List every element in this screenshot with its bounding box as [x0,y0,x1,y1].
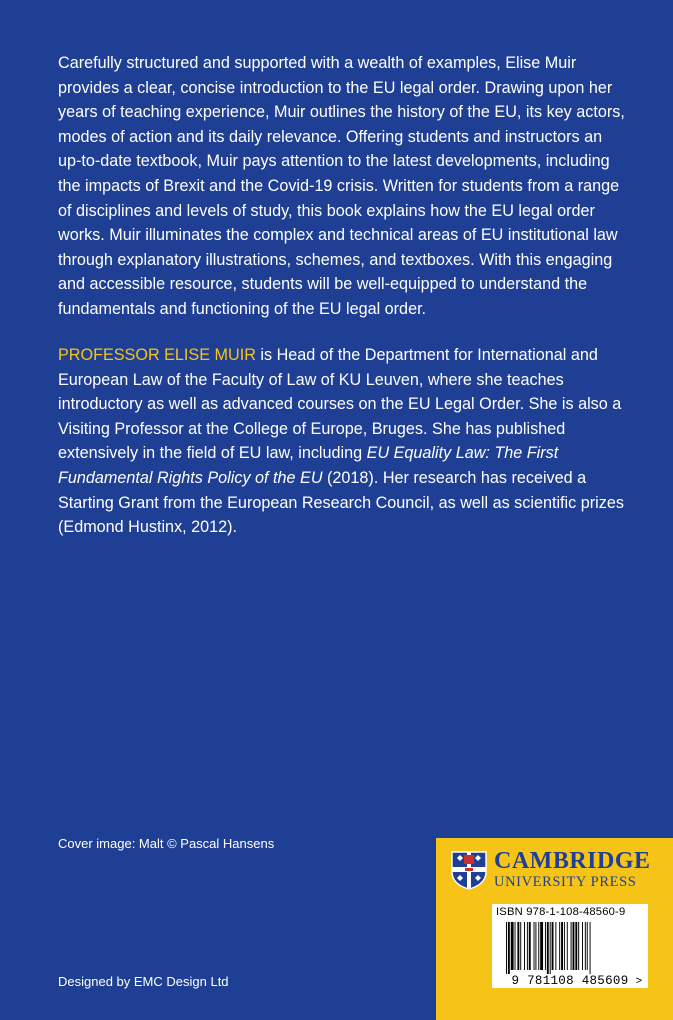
barcode-bar [508,922,510,974]
isbn-barcode [492,904,648,988]
barcode-bar [511,922,514,970]
barcode-bar [540,922,543,970]
barcode-bar [578,922,579,970]
barcode-arrow: > [635,975,642,986]
publisher-name-line1: CAMBRIDGE [494,848,651,874]
barcode-bar [538,922,539,970]
barcode-bar [573,922,575,970]
barcode-bar [520,922,521,970]
barcode-bar [587,922,588,970]
barcode-bar [524,922,525,970]
author-name: PROFESSOR ELISE MUIR [58,346,256,364]
cover-image-credit: Cover image: Malt © Pascal Hansens [58,836,275,851]
author-bio-text-2: (2018). Her research has received a Starting Grant from the European Research Council, as well as scientific prizes (Edmond Hustinx, 2012). [58,468,624,537]
publisher-panel [436,838,673,1020]
previous-book-title: EU Equality Law: The First Fundamental Rights Policy of the EU [58,444,559,487]
barcode-bar [571,922,572,970]
barcode-bars [506,922,591,974]
barcode-bar [517,922,519,970]
barcode-bar [535,922,536,970]
barcode-bar [552,922,554,970]
barcode-graphic [496,920,644,986]
barcode-bar [590,922,591,974]
barcode-bar [564,922,565,970]
barcode-bar [545,922,546,970]
cambridge-crest-icon [450,850,488,890]
barcode-bar [527,922,528,970]
barcode-bar [506,922,507,974]
author-bio [58,343,626,540]
publisher-name [494,849,669,891]
barcode-bar [547,922,549,974]
barcode-bar [515,922,516,970]
publisher-name-line2: UNIVERSITY PRESS [494,874,637,890]
barcode-bar [559,922,560,970]
isbn-label: ISBN 978-1-108-48560-9 [496,906,626,918]
barcode-bar [561,922,563,970]
barcode-bar [585,922,586,970]
barcode-digits: 9 781108 485609 [511,974,629,986]
barcode-bar [575,922,577,970]
barcode-bar [555,922,556,970]
barcode-bar [567,922,568,970]
barcode-bar [582,922,583,970]
designer-credit: Designed by EMC Design Ltd [58,974,229,989]
book-blurb: Carefully structured and supported with a wealth of examples, Elise Muir provides a clear, concise introduction to the EU legal order. Drawing upon her years of teaching experience, Muir outlines the history of the EU, its key actors, modes of action and its daily relevance. Offering students and instructors an up-to-date textbook, Muir pays attention to the latest developments, including the impacts of Brexit and the Covid-19 crisis. Written for students from a range of disciplines and levels of study, this book explains how the EU legal order works. Muir illuminates the complex and technical areas of EU institutional law through explanatory illustrations, schemes, and textboxes. With this engaging and accessible resource, students will be well-equipped to understand the fundamentals and functioning of the EU legal order. [58,54,625,318]
barcode-bar [529,922,531,970]
barcode-bar [534,922,535,970]
author-bio-text-1: is Head of the Department for International and European Law of the Faculty of Law of KU Leuven, where she teaches introductory as well as advanced courses on the EU Legal Order. She is also a Visiting Professor at the College of Europe, Bruges. She has published extensively in the field of EU law, including [58,346,622,463]
barcode-bar [550,922,551,974]
